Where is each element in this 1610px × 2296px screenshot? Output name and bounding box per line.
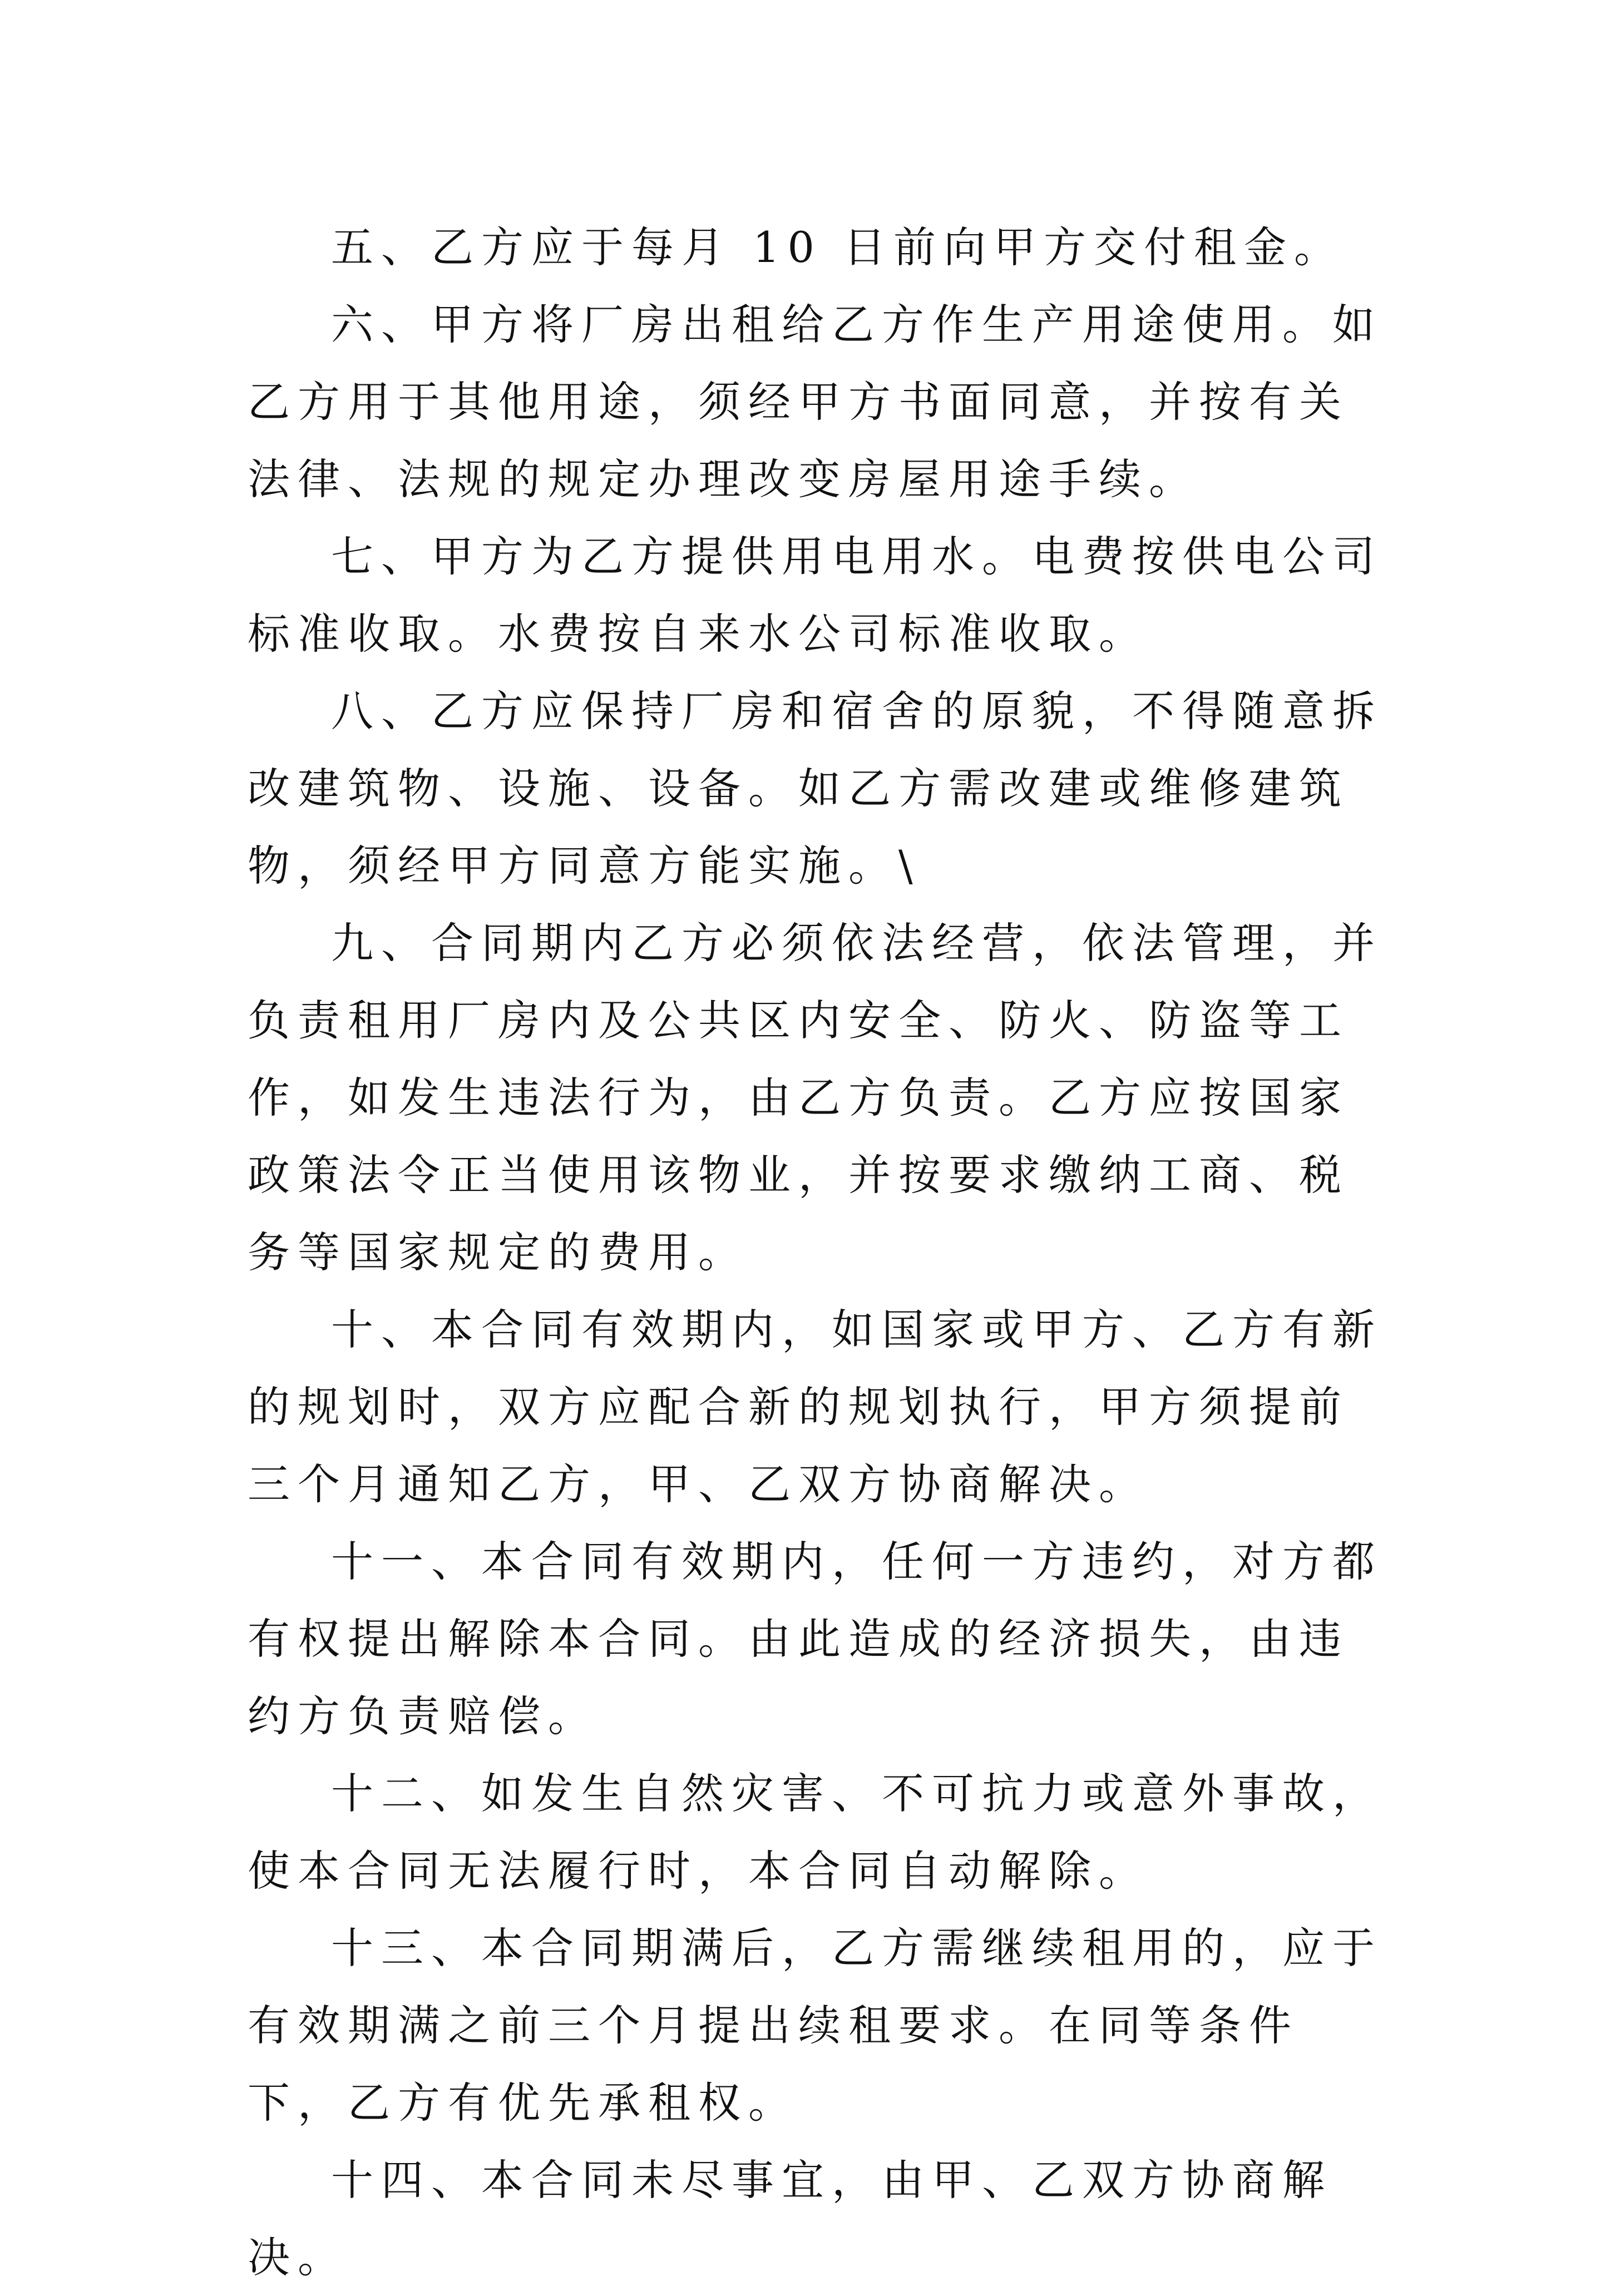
clause-7: 七、甲方为乙方提供用电用水。电费按供电公司标准收取。水费按自来水公司标准收取。 — [248, 532, 1382, 659]
clause-12: 十二、如发生自然灾害、不可抗力或意外事故，使本合同无法履行时，本合同自动解除。 — [248, 1769, 1382, 1896]
clause-9: 九、合同期内乙方必须依法经营，依法管理，并负责租用厂房内及公共区内安全、防火、防盗等工作，如发生违法行为，由乙方负责。乙方应按国家政策法令正当使用该物业，并按要求缴纳工商、税务等国家规定的费用。 — [248, 918, 1382, 1277]
clause-8: 八、乙方应保持厂房和宿舍的原貌，不得随意拆改建筑物、设施、设备。如乙方需改建或维修建筑物，须经甲方同意方能实施。\ — [248, 686, 1382, 890]
clause-14: 十四、本合同未尽事宜，由甲、乙双方协商解决。 — [248, 2155, 1332, 2282]
clause-5: 五、乙方应于每月 10 日前向甲方交付租金。 — [331, 222, 1345, 272]
clause-10: 十、本合同有效期内，如国家或甲方、乙方有新的规划时，双方应配合新的规划执行，甲方须提前三个月通知乙方，甲、乙双方协商解决。 — [248, 1305, 1382, 1509]
clause-13: 十三、本合同期满后，乙方需继续租用的，应于有效期满之前三个月提出续租要求。在同等条件下，乙方有优先承租权。 — [248, 1923, 1382, 2127]
clause-11: 十一、本合同有效期内，任何一方违约，对方都有权提出解除本合同。由此造成的经济损失，由违约方负责赔偿。 — [248, 1537, 1382, 1741]
document-body — [248, 209, 1388, 2296]
clause-6: 六、甲方将厂房出租给乙方作生产用途使用。如乙方用于其他用途，须经甲方书面同意，并按有关法律、法规的规定办理改变房屋用途手续。 — [248, 300, 1382, 504]
